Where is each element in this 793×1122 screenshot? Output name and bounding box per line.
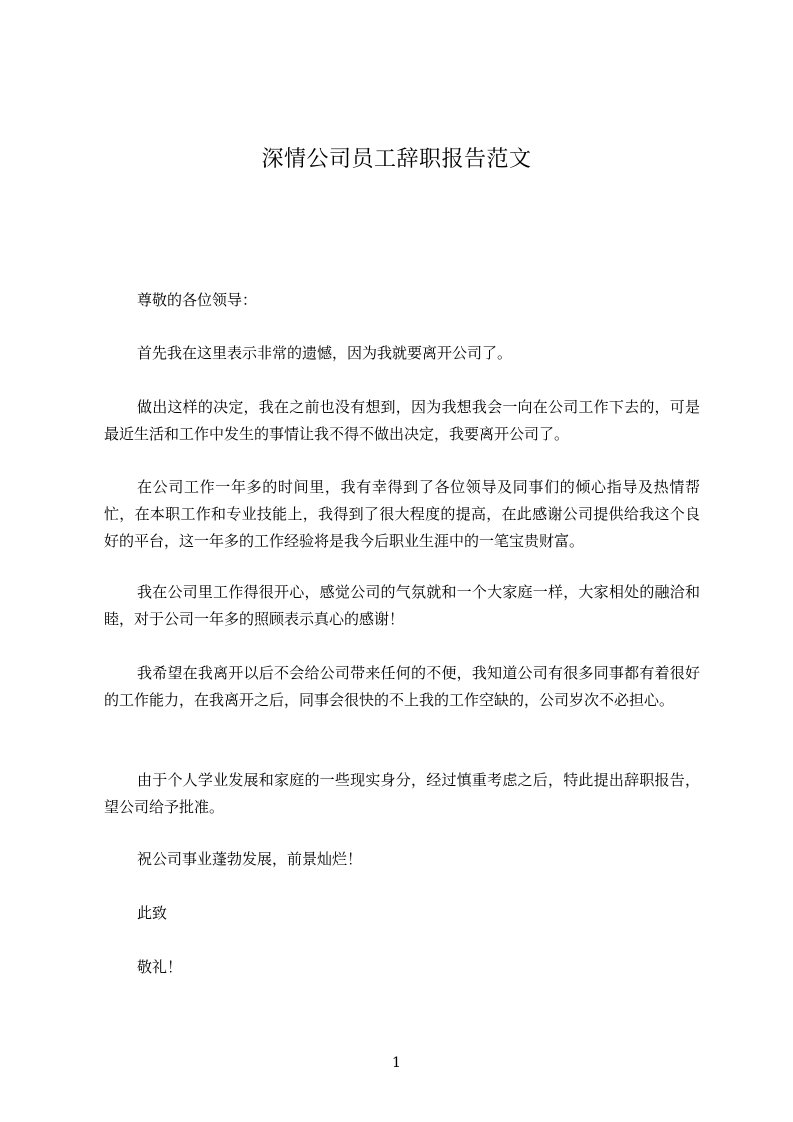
paragraph-1: 首先我在这里表示非常的遗憾，因为我就要离开公司了。 [137, 344, 513, 362]
paragraph-6: 由于个人学业发展和家庭的一些现实身分，经过慎重考虑之后，特此提出辞职报告，望公司给予批准。 [104, 771, 700, 816]
closing-jingli: 敬礼！ [137, 958, 183, 976]
document-title: 深情公司员工辞职报告范文 [261, 147, 532, 172]
closing-cizhi: 此致 [137, 904, 168, 922]
page-number: 1 [392, 1055, 401, 1071]
paragraph-2: 做出这样的决定，我在之前也没有想到，因为我想我会一向在公司工作下去的，可是最近生活和工作中发生的事情让我不得不做出决定，我要离开公司了。 [104, 398, 700, 443]
salutation: 尊敬的各位领导： [137, 291, 258, 309]
paragraph-5: 我希望在我离开以后不会给公司带来任何的不便，我知道公司有很多同事都有着很好的工作能力，在我离开之后，同事会很快的不上我的工作空缺的，公司岁次不必担心。 [104, 664, 700, 709]
closing-wish: 祝公司事业蓬勃发展，前景灿烂！ [137, 850, 363, 868]
paragraph-3: 在公司工作一年多的时间里，我有幸得到了各位领导及同事们的倾心指导及热情帮忙，在本职工作和专业技能上，我得到了很大程度的提高，在此感谢公司提供给我这个良好的平台，这一年多的工作经验将是我今后职业生涯中的一笔宝贵财富。 [104, 478, 700, 550]
paragraph-4: 我在公司里工作得很开心，感觉公司的气氛就和一个大家庭一样，大家相处的融洽和睦，对于公司一年多的照顾表示真心的感谢！ [104, 583, 700, 628]
